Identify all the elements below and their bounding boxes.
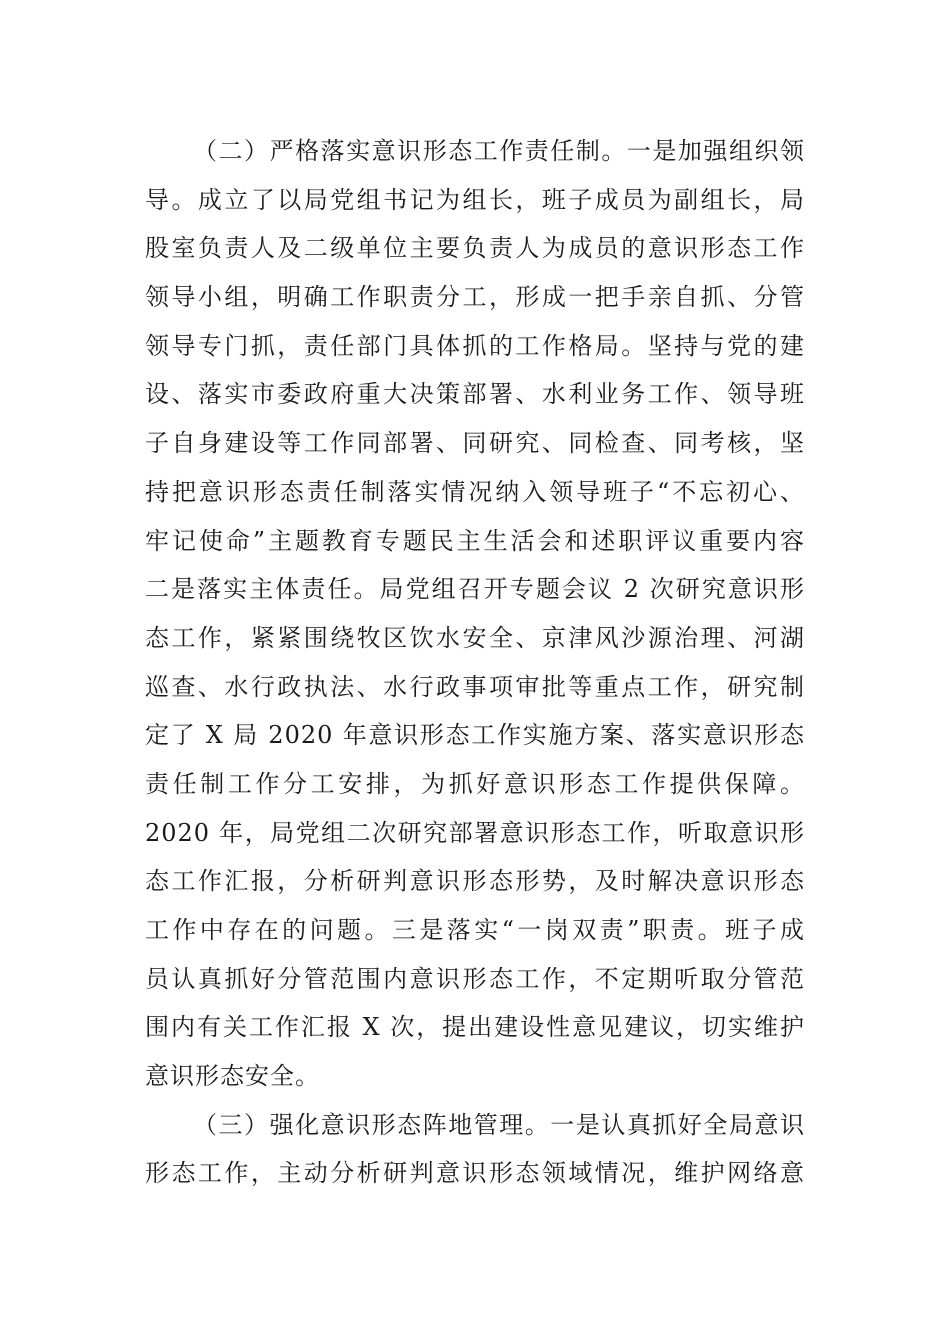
text-line: 领导专门抓，责任部门具体抓的工作格局。坚持与党的建 bbox=[145, 331, 805, 360]
text-line: 持把意识形态责任制落实情况纳入领导班子“不忘初心、 bbox=[145, 477, 805, 506]
paragraph-responsibility-system bbox=[145, 127, 805, 1101]
text-line: 员认真抓好分管范围内意识形态工作，不定期听取分管范 bbox=[145, 964, 805, 993]
text-line: 设、落实市委政府重大决策部署、水利业务工作、领导班 bbox=[145, 380, 805, 409]
text-line: 意识形态安全。 bbox=[145, 1062, 320, 1091]
text-line: （三）强化意识形态阵地管理。一是认真抓好全局意识 bbox=[193, 1110, 805, 1139]
text-line: 态工作汇报，分析研判意识形态形势，及时解决意识形态 bbox=[145, 867, 805, 896]
text-line: 巡查、水行政执法、水行政事项审批等重点工作，研究制 bbox=[145, 672, 805, 701]
text-line: 工作中存在的问题。三是落实“一岗双责”职责。班子成 bbox=[145, 916, 805, 944]
text-line: 子自身建设等工作同部署、同研究、同检查、同考核，坚 bbox=[145, 429, 805, 458]
text-line: 围内有关工作汇报 X 次，提出建设性意见建议，切实维护 bbox=[145, 1013, 805, 1042]
paragraph-position-management bbox=[145, 1101, 805, 1198]
text-line: 二是落实主体责任。局党组召开专题会议 2 次研究意识形 bbox=[145, 575, 805, 604]
body-text bbox=[145, 127, 805, 1198]
text-line: （二）严格落实意识形态工作责任制。一是加强组织领 bbox=[193, 137, 805, 165]
text-line: 领导小组，明确工作职责分工，形成一把手亲自抓、分管 bbox=[145, 283, 805, 312]
text-line: 态工作，紧紧围绕牧区饮水安全、京津风沙源治理、河湖 bbox=[145, 623, 805, 652]
text-line: 2020 年，局党组二次研究部署意识形态工作，听取意识形 bbox=[145, 818, 805, 847]
text-line: 形态工作，主动分析研判意识形态领域情况，维护网络意 bbox=[145, 1159, 805, 1188]
text-line: 牢记使命”主题教育专题民主生活会和述职评议重要内容 bbox=[145, 526, 805, 555]
text-line: 导。成立了以局党组书记为组长，班子成员为副组长，局 bbox=[145, 185, 805, 214]
text-line: 定了 X 局 2020 年意识形态工作实施方案、落实意识形态 bbox=[145, 721, 805, 750]
text-line: 责任制工作分工安排，为抓好意识形态工作提供保障。 bbox=[145, 769, 805, 798]
text-line: 股室负责人及二级单位主要负责人为成员的意识形态工作 bbox=[145, 234, 805, 263]
